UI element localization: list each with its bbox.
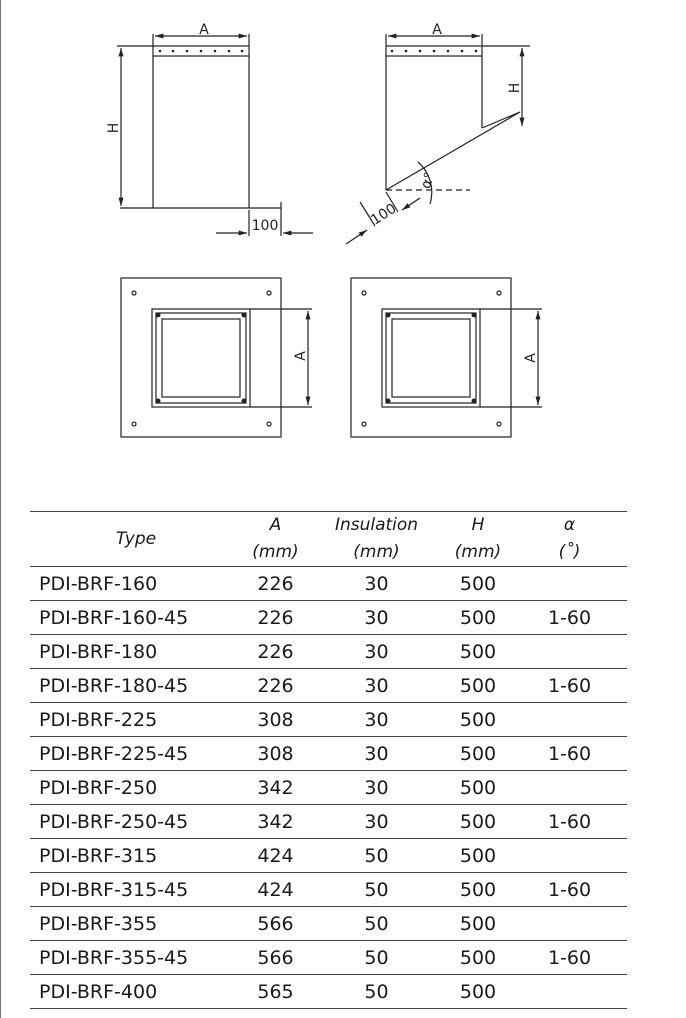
dim-h-label-1: H (106, 122, 122, 134)
table-body (30, 567, 627, 1009)
cell-h: 500 (444, 907, 512, 941)
cell-type: PDI-BRF-180-45 (30, 669, 242, 703)
cell-alpha: 1-60 (512, 941, 627, 975)
cell-type: PDI-BRF-315 (30, 839, 242, 873)
cell-alpha: 1-60 (512, 601, 627, 635)
cell-a: 565 (242, 975, 309, 1009)
cell-alpha (512, 839, 627, 873)
cell-h: 500 (444, 703, 512, 737)
header-insulation (309, 512, 444, 567)
cell-h: 500 (444, 567, 512, 601)
header-h-name: H (471, 515, 485, 535)
flange-plan-view-left (121, 278, 312, 437)
cell-type: PDI-BRF-315-45 (30, 873, 242, 907)
header-alpha-unit: (˚) (558, 542, 581, 562)
cell-a: 566 (242, 941, 309, 975)
table-row (30, 601, 627, 635)
cell-h: 500 (444, 805, 512, 839)
cell-type: PDI-BRF-400 (30, 975, 242, 1009)
cell-alpha (512, 567, 627, 601)
header-a-name: A (269, 515, 282, 535)
dim-angle-label: α° (417, 170, 439, 191)
cell-alpha (512, 907, 627, 941)
cell-insulation: 50 (309, 907, 444, 941)
cell-insulation: 30 (309, 805, 444, 839)
cell-a: 566 (242, 907, 309, 941)
cell-h: 500 (444, 669, 512, 703)
header-h (444, 512, 512, 567)
table-row (30, 839, 627, 873)
table-row (30, 873, 627, 907)
cell-alpha: 1-60 (512, 873, 627, 907)
dim-a-label-2: A (432, 22, 442, 38)
cell-type: PDI-BRF-250-45 (30, 805, 242, 839)
straight-duct-side-view (117, 34, 313, 236)
header-alpha (512, 512, 627, 567)
dim-a-label-3: A (293, 351, 309, 361)
cell-h: 500 (444, 601, 512, 635)
cell-a: 308 (242, 737, 309, 771)
cell-insulation: 30 (309, 771, 444, 805)
flange-plan-view-right (351, 278, 542, 437)
dim-100-label-1: 100 (251, 218, 279, 234)
cell-a: 226 (242, 635, 309, 669)
table-row (30, 635, 627, 669)
cell-a: 342 (242, 805, 309, 839)
technical-drawings (0, 0, 686, 500)
cell-alpha (512, 975, 627, 1009)
cell-a: 424 (242, 839, 309, 873)
cell-insulation: 30 (309, 737, 444, 771)
header-alpha-name: α (563, 515, 576, 535)
cell-insulation: 50 (309, 873, 444, 907)
header-insulation-name: Insulation (334, 515, 419, 535)
cell-alpha: 1-60 (512, 805, 627, 839)
cell-type: PDI-BRF-225-45 (30, 737, 242, 771)
header-a (242, 512, 309, 567)
cell-a: 226 (242, 567, 309, 601)
cell-type: PDI-BRF-250 (30, 771, 242, 805)
cell-type: PDI-BRF-160 (30, 567, 242, 601)
cell-a: 424 (242, 873, 309, 907)
table-row (30, 567, 627, 601)
table-row (30, 669, 627, 703)
table-row (30, 805, 627, 839)
table-row (30, 941, 627, 975)
table-row (30, 703, 627, 737)
cell-alpha: 1-60 (512, 737, 627, 771)
cell-alpha (512, 771, 627, 805)
header-type (30, 512, 242, 567)
table-row (30, 771, 627, 805)
table-row (30, 737, 627, 771)
dim-a-label-1: A (199, 22, 209, 38)
dim-a-label-4: A (523, 353, 539, 363)
cell-a: 226 (242, 601, 309, 635)
cell-h: 500 (444, 737, 512, 771)
cell-type: PDI-BRF-355-45 (30, 941, 242, 975)
header-insulation-unit: (mm) (353, 542, 400, 562)
cell-h: 500 (444, 635, 512, 669)
dim-100-label-2: 100 (368, 200, 400, 229)
cell-a: 308 (242, 703, 309, 737)
spec-table (30, 511, 627, 1009)
cell-type: PDI-BRF-355 (30, 907, 242, 941)
cell-alpha (512, 635, 627, 669)
table-row (30, 975, 627, 1009)
table-header-row (30, 512, 627, 567)
dim-h-label-2: H (507, 82, 523, 94)
cell-h: 500 (444, 771, 512, 805)
cell-a: 226 (242, 669, 309, 703)
cell-insulation: 30 (309, 703, 444, 737)
cell-insulation: 30 (309, 567, 444, 601)
cell-insulation: 50 (309, 839, 444, 873)
cell-a: 342 (242, 771, 309, 805)
cell-insulation: 30 (309, 635, 444, 669)
cell-insulation: 50 (309, 941, 444, 975)
cell-type: PDI-BRF-180 (30, 635, 242, 669)
header-type-name: Type (115, 528, 157, 549)
cell-h: 500 (444, 873, 512, 907)
cell-alpha (512, 703, 627, 737)
cell-h: 500 (444, 839, 512, 873)
header-a-unit: (mm) (252, 542, 299, 562)
header-h-unit: (mm) (454, 542, 502, 562)
cell-h: 500 (444, 941, 512, 975)
cell-h: 500 (444, 975, 512, 1009)
cell-insulation: 50 (309, 975, 444, 1009)
cell-type: PDI-BRF-160-45 (30, 601, 242, 635)
cell-insulation: 30 (309, 669, 444, 703)
table-row (30, 907, 627, 941)
cell-type: PDI-BRF-225 (30, 703, 242, 737)
cell-alpha: 1-60 (512, 669, 627, 703)
cell-insulation: 30 (309, 601, 444, 635)
